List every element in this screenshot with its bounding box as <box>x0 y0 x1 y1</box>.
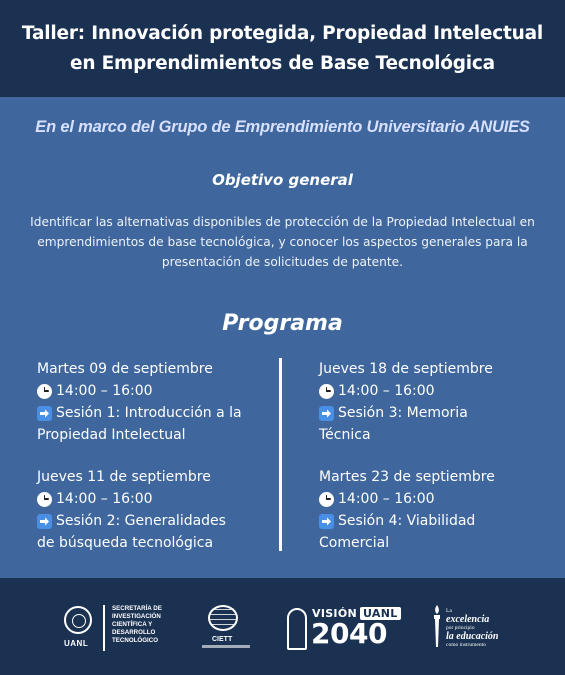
session-time-row <box>319 488 495 510</box>
session-time-row <box>319 380 493 402</box>
excelencia-logo-text <box>446 608 506 649</box>
uanl-logo-text: UANL <box>64 639 89 648</box>
secretaria-logo-text <box>112 605 182 645</box>
secretaria-line: TECNOLÓGICO <box>112 637 159 644</box>
program-divider <box>279 358 282 551</box>
objective-line-1: Identificar las alternativas disponibles de protección de la Propiedad Intelectual en <box>30 215 535 229</box>
right-arrow-icon <box>319 406 334 421</box>
session-date: Jueves 11 de septiembre <box>37 469 211 485</box>
session-date: Martes 23 de septiembre <box>319 469 495 485</box>
session-3 <box>319 358 493 446</box>
session-name-row <box>37 402 242 424</box>
session-1 <box>37 358 242 446</box>
session-name-cont: Comercial <box>319 535 390 551</box>
right-arrow-icon <box>37 406 52 421</box>
session-time-row <box>37 488 226 510</box>
vision-arch-icon <box>287 608 307 650</box>
right-arrow-icon <box>319 514 334 529</box>
session-2 <box>37 466 226 554</box>
session-name: Sesión 1: Introducción a la <box>56 405 242 421</box>
ciett-logo-text: CIETT <box>212 636 233 643</box>
secretaria-line: INVESTIGACIÓN <box>112 613 161 620</box>
program-title: Programa <box>222 311 343 336</box>
session-4 <box>319 466 495 554</box>
clock-icon <box>319 492 334 507</box>
clock-icon <box>319 384 334 399</box>
session-date: Jueves 18 de septiembre <box>319 361 493 377</box>
session-name: Sesión 3: Memoria <box>338 405 468 421</box>
ciett-globe-icon <box>208 605 238 631</box>
session-name-cont: Técnica <box>319 427 371 443</box>
header-banner <box>0 0 565 97</box>
excelencia-line: la educación <box>446 631 499 642</box>
excelencia-line: excelencia <box>446 614 490 625</box>
session-time: 14:00 – 16:00 <box>56 491 153 507</box>
objective-title: Objetivo general <box>212 171 353 189</box>
right-arrow-icon <box>37 514 52 529</box>
excelencia-line: por principio <box>446 625 475 631</box>
uanl-seal-icon <box>64 606 92 634</box>
secretaria-line: SECRETARÍA DE <box>112 605 162 612</box>
vision-word: VISIÓN <box>312 607 357 620</box>
page-title-line-1: Taller: Innovación protegida, Propiedad Intelectual <box>21 22 544 44</box>
excelencia-line: La <box>446 608 452 614</box>
objective-text <box>20 212 545 272</box>
page-title-line-2: en Emprendimientos de Base Tecnológica <box>70 52 495 74</box>
torch-icon <box>432 605 442 649</box>
session-name: Sesión 2: Generalidades <box>56 513 226 529</box>
vision-uanl-badge: UANL <box>360 607 401 620</box>
session-name: Sesión 4: Viabilidad <box>338 513 476 529</box>
objective-line-3: presentación de solicitudes de patente. <box>161 255 404 269</box>
excelencia-line: como instrumento <box>446 642 486 648</box>
session-time-row <box>37 380 242 402</box>
session-name-row <box>37 510 226 532</box>
logo-divider <box>103 605 105 651</box>
vision-year: 2040 <box>311 617 387 650</box>
session-time: 14:00 – 16:00 <box>338 383 435 399</box>
subtitle: En el marco del Grupo de Emprendimiento Universitario ANUIES <box>35 118 530 136</box>
secretaria-line: CIENTÍFICA Y <box>112 621 153 628</box>
ciett-subtext-decoration <box>202 645 250 648</box>
session-date: Martes 09 de septiembre <box>37 361 213 377</box>
footer-logos <box>0 578 565 675</box>
objective-line-2: emprendimientos de base tecnológica, y conocer los aspectos generales para la <box>37 235 528 249</box>
session-name-cont: de búsqueda tecnológica <box>37 535 214 551</box>
secretaria-line: DESARROLLO <box>112 629 156 636</box>
session-name-row <box>319 402 493 424</box>
session-time: 14:00 – 16:00 <box>56 383 153 399</box>
session-name-cont: Propiedad Intelectual <box>37 427 186 443</box>
clock-icon <box>37 384 52 399</box>
clock-icon <box>37 492 52 507</box>
session-name-row <box>319 510 495 532</box>
session-time: 14:00 – 16:00 <box>338 491 435 507</box>
